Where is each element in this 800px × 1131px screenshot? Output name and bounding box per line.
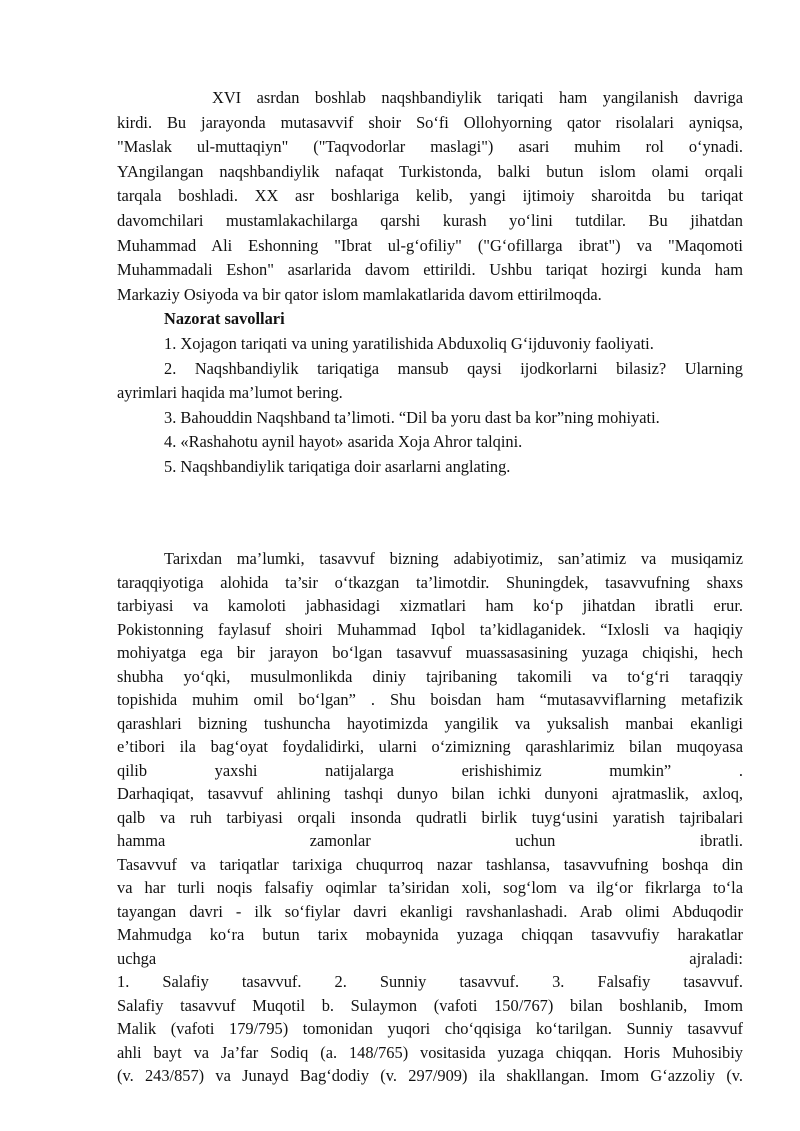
- paragraph-line: tarbiyasi va kamoloti jabhasidagi xizmatlari ham ko‘p jihatdan ibratli erur.: [117, 596, 743, 615]
- word: yaxshi: [214, 760, 258, 780]
- spread-line: [117, 829, 743, 853]
- spread-line: [117, 970, 743, 994]
- word: natijalarga: [325, 760, 394, 780]
- question-item-continuation: ayrimlari haqida ma’lumot bering.: [117, 383, 343, 403]
- paragraph-line: (v. 243/857) va Junayd Bag‘dodiy (v. 297/909) ila shakllangan. Imom G‘azzoliy (v.: [117, 1066, 743, 1085]
- question-item: 5. Naqshbandiylik tariqatiga doir asarlarni anglating.: [164, 456, 511, 476]
- word: 3.: [552, 972, 565, 991]
- paragraph-line: tarqala boshladi. XX asr boshlariga kelib, yangi ijtimoiy sharoitda bu tariqat: [117, 186, 743, 206]
- word: tasavvuf.: [459, 972, 520, 991]
- word: uchun: [515, 831, 556, 850]
- paragraph-line: qarashlari bizning tushuncha hayotimizda yangilik va yuksalish manbai ekanligi: [117, 713, 743, 733]
- paragraph-line: mohiyatga ega bir jarayon bo‘lgan tasavvuf muassasasining yuzaga chiqishi, hech: [117, 643, 743, 662]
- word: 2.: [334, 972, 347, 991]
- paragraph-line: ahli bayt va Ja’far Sodiq (a. 148/765) vositasida yuzaga chiqqan. Horis Muhosibiy: [117, 1042, 743, 1062]
- paragraph-line: Markaziy Osiyoda va bir qator islom mamlakatlarida davom ettirilmoqda.: [117, 284, 602, 304]
- word: tasavvuf.: [683, 972, 743, 991]
- paragraph-line: tayangan davri - ilk so‘fiylar davri ekanligi ravshanlashadi. Arab olimi Abduqodir: [117, 901, 743, 921]
- paragraph-line: va har turli noqis falsafiy oqimlar ta’siridan xoli, sog‘lom va ilg‘or fikrlarga to‘la: [117, 878, 743, 897]
- word: ibratli.: [699, 831, 743, 850]
- spread-line: [117, 759, 743, 783]
- word: hamma: [117, 831, 166, 850]
- word: uchga: [117, 948, 157, 968]
- paragraph-line: XVI asrdan boshlab naqshbandiylik tariqati ham yangilanish davriga: [212, 88, 743, 107]
- paragraph-line: Salafiy tasavvuf Muqotil b. Sulaymon (vafoti 150/767) bilan boshlanib, Imom: [117, 995, 743, 1015]
- word: Salafiy: [162, 972, 209, 991]
- paragraph-line: "Maslak ul-muttaqiyn" ("Taqvodorlar maslagi") asari muhim rol o‘ynadi.: [117, 137, 743, 157]
- question-item: 1. Xojagon tariqati va uning yaratilishida Abduxoliq G‘ijduvoniy faoliyati.: [164, 333, 654, 353]
- word: .: [738, 760, 743, 780]
- paragraph-line: Darhaqiqat, tasavvuf ahlining tashqi dunyo bilan ichki dunyoni ajratmaslik, axloq,: [117, 784, 743, 803]
- paragraph-line: Muhammad Ali Eshonning "Ibrat ul-g‘ofiliy" ("G‘ofillarga ibrat") va "Maqomoti: [117, 235, 743, 255]
- paragraph-line: Mahmudga ko‘ra butun tarix mobaynida yuzaga chiqqan tasavvufiy harakatlar: [117, 925, 743, 944]
- word: Falsafiy: [597, 972, 651, 991]
- questions-heading: Nazorat savollari: [164, 309, 285, 329]
- paragraph-line: Malik (vafoti 179/795) tomonidan yuqori cho‘qqisiga ko‘tarilgan. Sunniy tasavvuf: [117, 1019, 743, 1038]
- word: Sunniy: [379, 972, 427, 991]
- paragraph-line: taraqqiyotiga alohida ta’sir o‘tkazgan ta’limotdir. Shuningdek, tasavvufning shaxs: [117, 572, 743, 592]
- question-item: 2. Naqshbandiylik tariqatiga mansub qaysi ijodkorlarni bilasiz? Ularning: [164, 358, 743, 378]
- word: zamonlar: [309, 831, 371, 850]
- paragraph-line: kirdi. Bu jarayonda mutasavvif shoir So‘fi Ollohyorning qator risolalari ayniqsa,: [117, 112, 743, 132]
- paragraph-line: Tarixdan ma’lumki, tasavvuf bizning adabiyotimiz, san’atimiz va musiqamiz: [164, 549, 743, 568]
- word: mumkin”: [609, 760, 672, 780]
- paragraph-line: Muhammadali Eshon" asarlarida davom ettirildi. Ushbu tariqat hozirgi kunda ham: [117, 260, 743, 280]
- question-item: 4. «Rashahotu aynil hayot» asarida Xoja Ahror talqini.: [164, 432, 523, 452]
- section-tasavvuf: [117, 547, 743, 1088]
- paragraph-line: Pokistonning faylasuf shoiri Muhammad Iqbol ta’kidlaganidek. “Ixlosli va haqiqiy: [117, 619, 743, 639]
- word: qilib: [117, 760, 148, 780]
- paragraph-line: e’tibori ila bag‘oyat foydalidirki, ularni o‘zimizning qarashlarimiz bilan muqoyasa: [117, 737, 743, 756]
- paragraph-line: topishida muhim omil bo‘lgan” . Shu boisdan ham “mutasavviflarning metafizik: [117, 690, 743, 709]
- word: 1.: [117, 972, 130, 991]
- paragraph-line: qalb va ruh tarbiyasi orqali insonda qudratli birlik tuyg‘usini yaratish tajribalari: [117, 807, 743, 827]
- word: ajraladi:: [689, 948, 743, 968]
- word: tasavvuf.: [241, 972, 302, 991]
- word: erishishimiz: [461, 760, 542, 780]
- paragraph-line: shubha yo‘qki, musulmonlikda diniy tajribaning takomili va to‘g‘ri taraqqiy: [117, 666, 743, 686]
- spread-line: [117, 947, 743, 971]
- section-naqshbandiylik: [117, 86, 743, 480]
- paragraph-line: davomchilari mustamlakachilarga qarshi kurash yo‘lini tutdilar. Bu jihatdan: [117, 210, 743, 230]
- question-item: 3. Bahouddin Naqshband ta’limoti. “Dil ba yoru dast ba kor”ning mohiyati.: [164, 407, 660, 427]
- paragraph-line: Tasavvuf va tariqatlar tarixiga chuqurroq nazar tashlansa, tasavvufning boshqa din: [117, 854, 743, 874]
- paragraph-line: YAngilangan naqshbandiylik nafaqat Turkistonda, balki butun islom olami orqali: [117, 161, 743, 181]
